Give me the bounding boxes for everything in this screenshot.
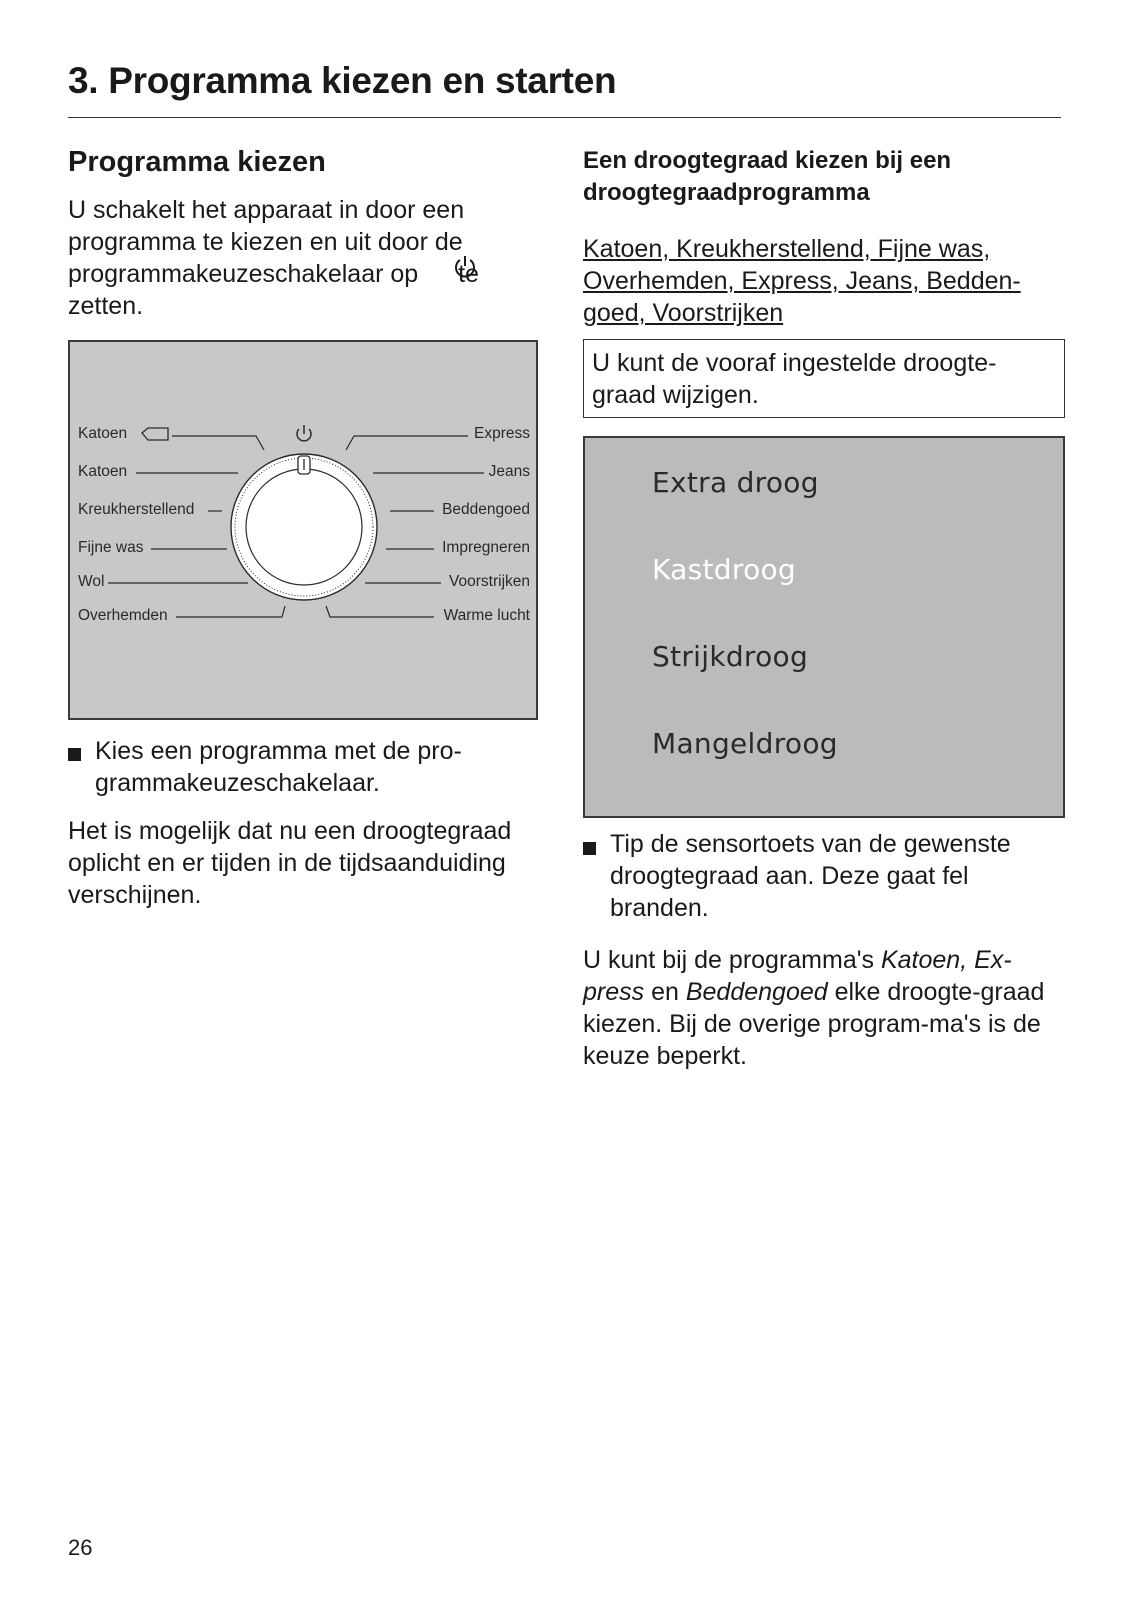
intro-text: U schakelt het apparaat in door een programma te kiezen en uit door de programmakeuzeschakelaar op [68,196,465,288]
programs-line-1: Katoen, Kreukherstellend, Fijne was, [583,235,991,263]
dial-label-beddengoed: Beddengoed [442,501,530,518]
dryness-option-extra-droog[interactable]: Extra droog [652,466,819,499]
instruction-select-program: Kies een programma met de pro-grammakeuzeschakelaar. [95,737,462,797]
program-selector-knob[interactable] [231,454,377,600]
page-title: 3. Programma kiezen en starten [68,60,617,101]
bullet-marker [583,842,596,855]
dial-label-wol: Wol [78,573,105,590]
dial-label-kreukherstellend: Kreukherstellend [78,501,195,518]
title-divider [68,117,1061,118]
dryness-option-strijkdroog[interactable]: Strijkdroog [652,640,809,673]
section-heading-droogtegraad: Een droogtegraad kiezen bij een droogtegraadprogramma [583,147,952,206]
dial-power-icon [297,425,311,441]
dial-label-warme-lucht: Warme lucht [443,607,530,624]
dial-label-fijne-was: Fijne was [78,539,144,556]
program-dial-panel [68,340,538,720]
para-text-3: elke droogte-graad kiezen. Bij de overige program-ma's is de keuze beperkt. [583,978,1045,1070]
program-choice-paragraph [583,944,1063,1072]
dial-label-overhemden: Overhemden [78,607,168,624]
dial-label-express: Express [474,425,530,442]
dial-label-katoen: Katoen [78,463,128,480]
power-icon [453,254,477,280]
info-paragraph: Het is mogelijk dat nu een droogtegraad oplicht en er tijden in de tijdsaanduiding verschijnen. [68,817,512,909]
dryness-option-kastdroog[interactable]: Kastdroog [652,553,796,586]
dryness-display-panel [583,436,1065,818]
applicable-programs [583,233,1063,329]
dial-label-voorstrijken: Voorstrijken [449,573,530,590]
programs-line-2: Overhemden, Express, Jeans, Bedden- [583,267,1021,295]
dial-label-katoen-icon-row: Katoen [78,425,128,442]
note-box [583,339,1065,418]
para-italic-beddengoed: Beddengoed [685,978,828,1006]
para-text-1: U kunt bij de programma's [583,946,881,974]
para-italic-katoen-express: Katoen, Ex-press [583,946,1012,1006]
note-text: U kunt de vooraf ingestelde droogte-graad wijzigen. [592,349,997,409]
dial-label-jeans: Jeans [488,463,530,480]
programs-line-3: goed, Voorstrijken [583,299,784,327]
dryness-option-mangeldroog[interactable]: Mangeldroog [652,727,838,760]
para-text-2: en [644,978,686,1006]
page-number: 26 [68,1535,93,1560]
arrow-tag-icon [142,428,168,440]
bullet-marker [68,748,81,761]
dial-label-impregneren: Impregneren [442,539,530,556]
intro-text-end: te zetten. [68,260,479,320]
instruction-tap-sensor: Tip de sensortoets van de gewenste droogtegraad aan. Deze gaat fel branden. [610,830,1011,922]
section-heading-programma-kiezen: Programma kiezen [68,146,326,178]
